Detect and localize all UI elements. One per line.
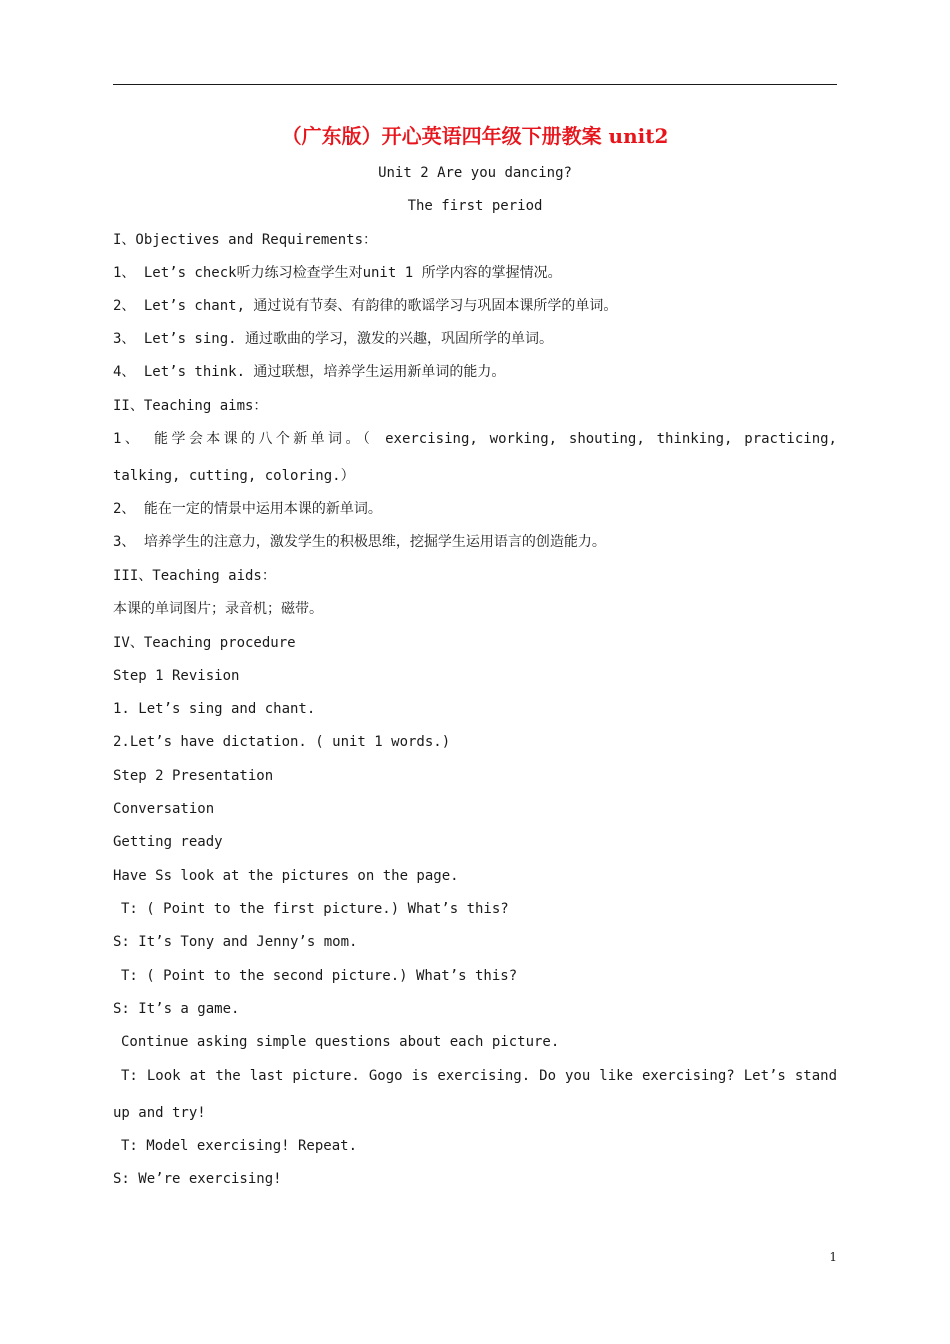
aids-text: 本课的单词图片；录音机；磁带。 <box>113 601 323 617</box>
procedure-line: Have Ss look at the pictures on the page. <box>113 868 459 884</box>
section-heading-aims: II、Teaching aims： <box>113 398 268 414</box>
header-rule <box>113 84 837 85</box>
dialogue-line: S: It’s a game. <box>113 1001 240 1017</box>
dialogue-line-continued: up and try! <box>113 1105 206 1121</box>
section-heading-objectives: I、Objectives and Requirements： <box>113 232 378 248</box>
procedure-line: 1. Let’s sing and chant. <box>113 701 316 717</box>
procedure-line: Conversation <box>113 801 215 817</box>
dialogue-line: S: It’s Tony and Jenny’s mom. <box>113 934 358 950</box>
dialogue-line: T: Look at the last picture. Gogo is exercising. Do you like exercising? Let’s stand <box>121 1068 837 1084</box>
dialogue-line: T: Model exercising! Repeat. <box>121 1138 358 1154</box>
section-heading-procedure: IV、Teaching procedure <box>113 635 296 651</box>
dialogue-line: T: ( Point to the first picture.) What’s this? <box>121 901 509 917</box>
aim-item: 3、 培养学生的注意力，激发学生的积极思维，挖掘学生运用语言的创造能力。 <box>113 534 606 550</box>
dialogue-line: S: We’re exercising! <box>113 1171 282 1187</box>
objective-item: 1、 Let’s check听力练习检查学生对unit 1 所学内容的掌握情况。 <box>113 265 562 281</box>
period-heading: The first period <box>407 198 543 214</box>
step-heading: Step 1 Revision <box>113 668 240 684</box>
step-heading: Step 2 Presentation <box>113 768 274 784</box>
objective-item: 4、 Let’s think. 通过联想，培养学生运用新单词的能力。 <box>113 364 506 380</box>
dialogue-line: T: ( Point to the second picture.) What’s this? <box>121 968 518 984</box>
procedure-line: Getting ready <box>113 834 223 850</box>
aim-item: 2、 能在一定的情景中运用本课的新单词。 <box>113 501 382 517</box>
aim-item: 1、 能学会本课的八个新单词。（ exercising, working, shouting, thinking, practicing, <box>113 431 837 447</box>
aim-item-continued: talking, cutting, coloring.） <box>113 468 355 484</box>
objective-item: 3、 Let’s sing. 通过歌曲的学习，激发的兴趣，巩固所学的单词。 <box>113 331 554 347</box>
procedure-line: 2.Let’s have dictation. ( unit 1 words.) <box>113 734 451 750</box>
objective-item: 2、 Let’s chant, 通过说有节奏、有韵律的歌谣学习与巩固本课所学的单词。 <box>113 298 618 314</box>
section-heading-aids: III、Teaching aids： <box>113 568 276 584</box>
unit-subtitle: Unit 2 Are you dancing? <box>378 165 572 181</box>
document-title: （广东版）开心英语四年级下册教案 unit2 <box>281 124 669 148</box>
page-number: 1 <box>829 1250 837 1264</box>
procedure-line: Continue asking simple questions about each picture. <box>121 1034 560 1050</box>
